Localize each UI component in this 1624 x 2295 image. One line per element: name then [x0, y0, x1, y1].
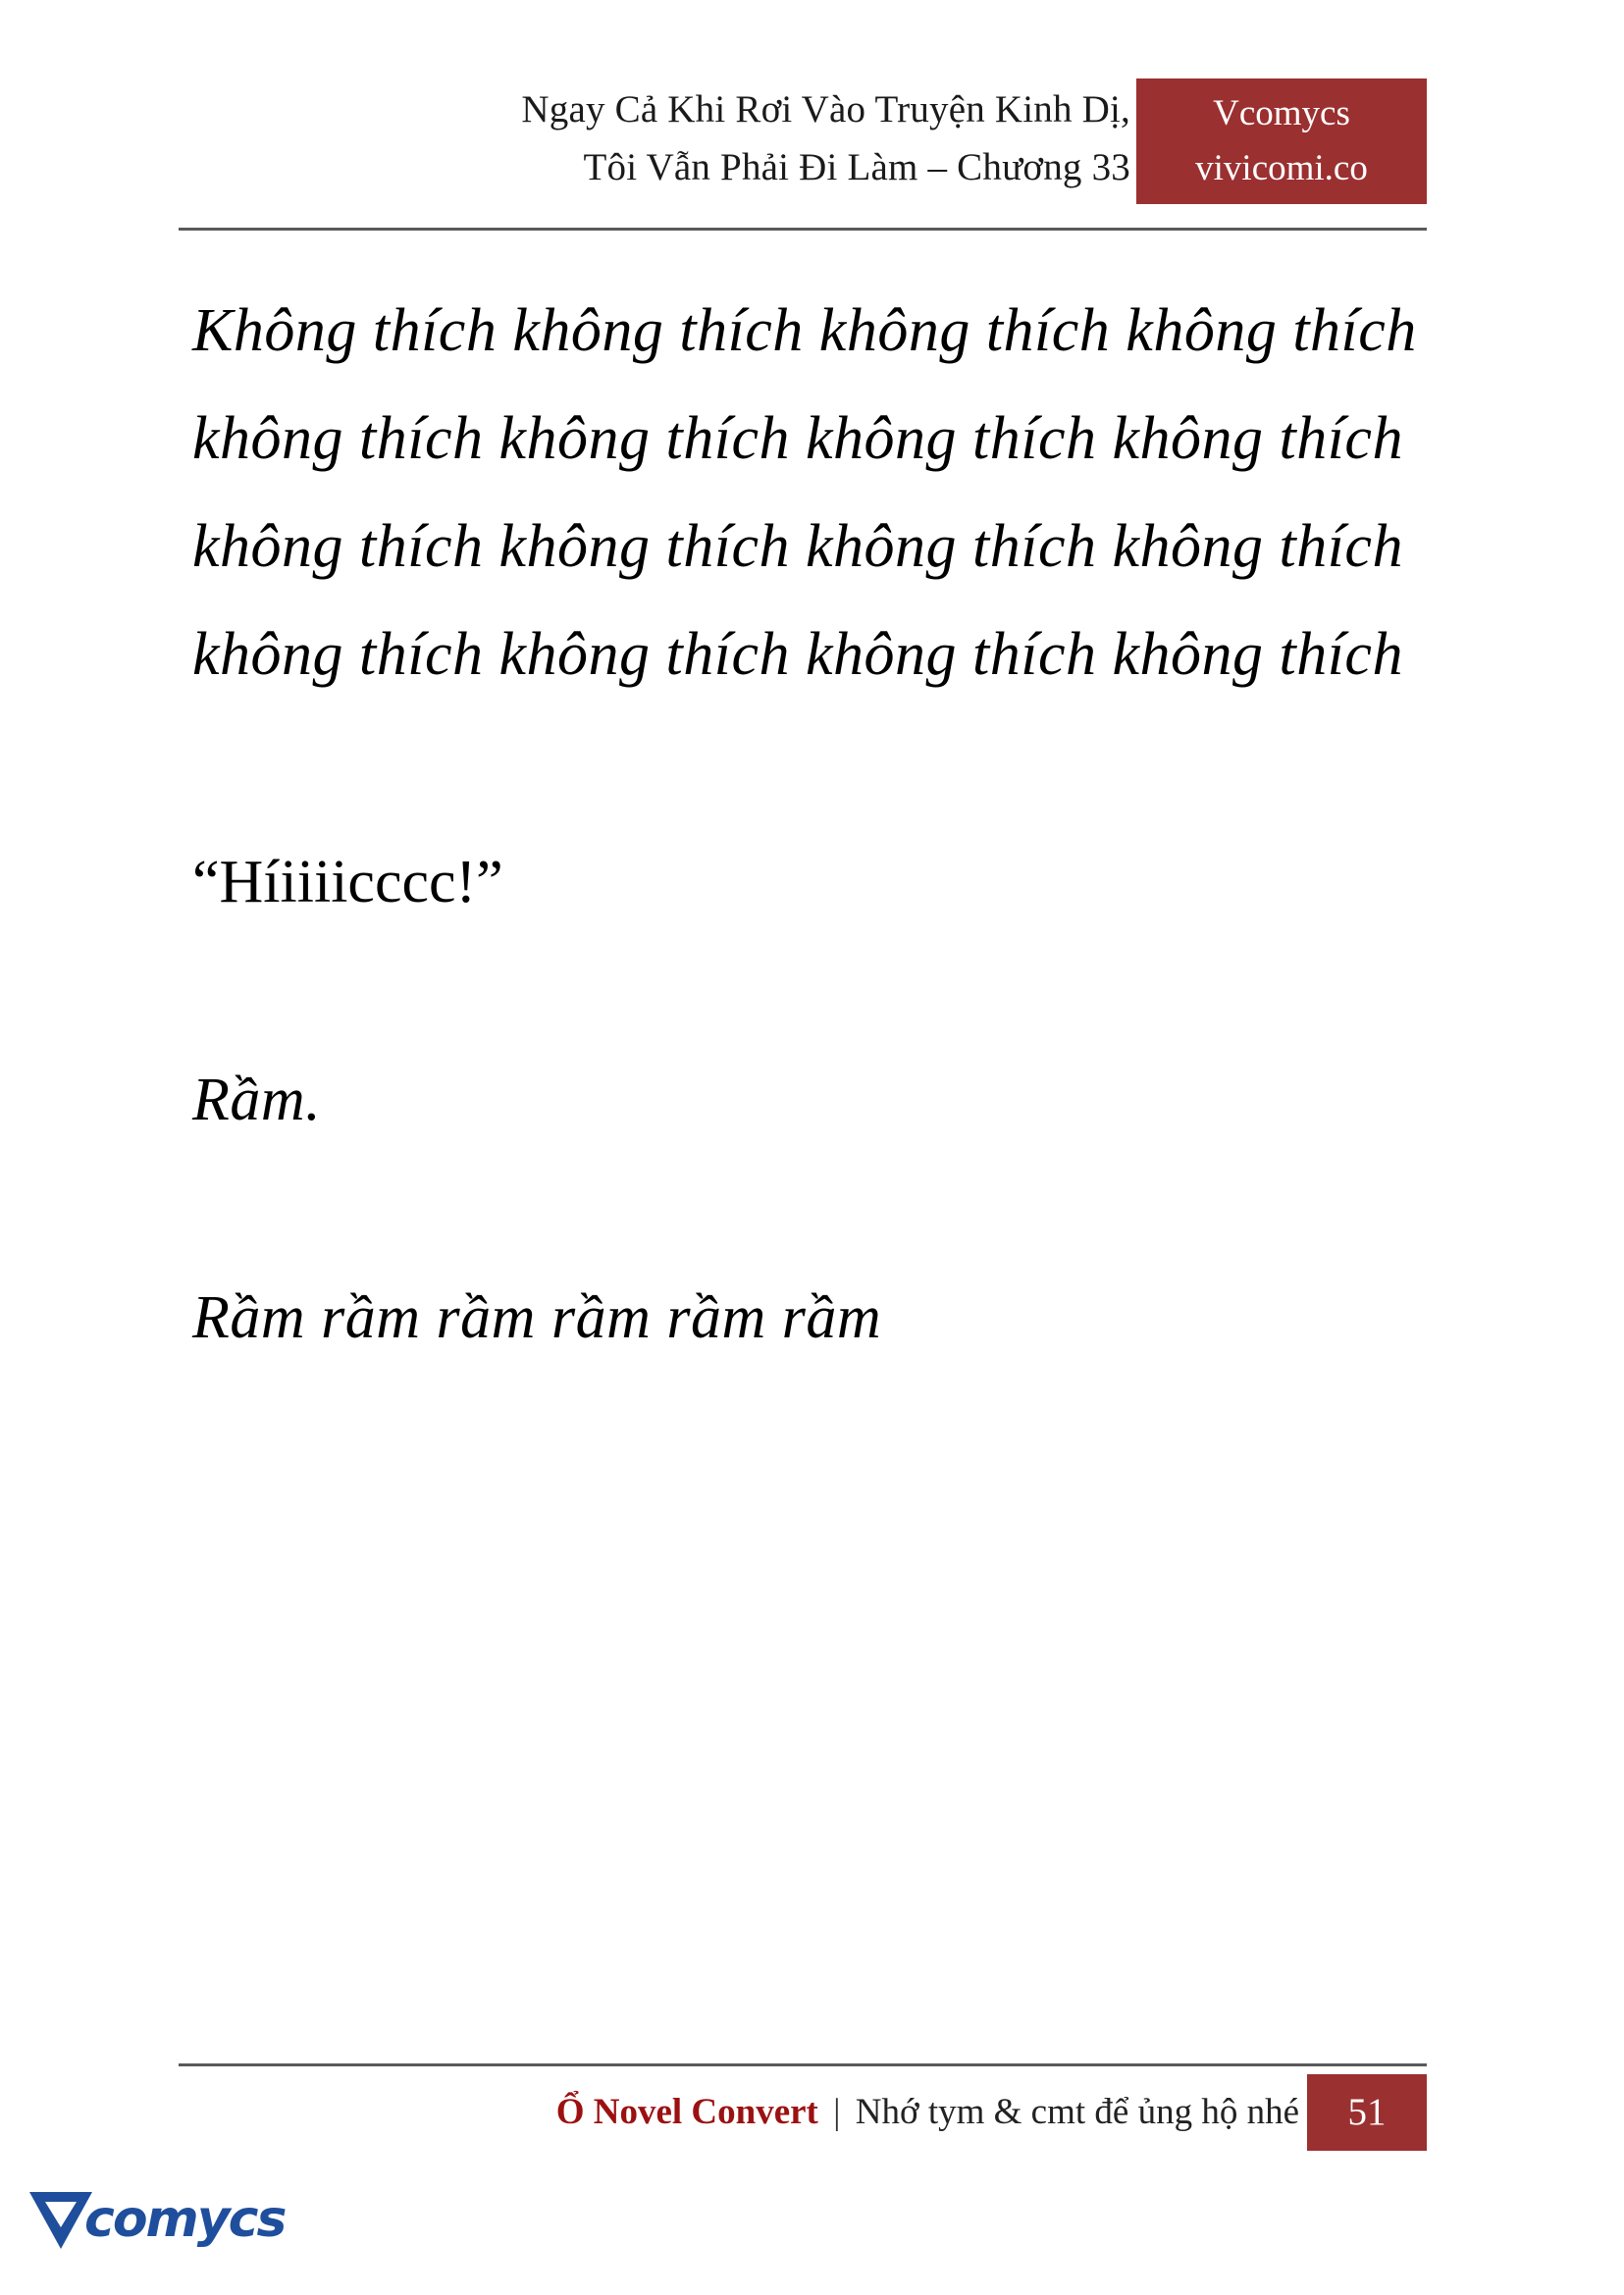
header-divider	[179, 228, 1427, 231]
footer-separator: |	[833, 2092, 841, 2132]
paragraph-scream: “Híiiiicccc!”	[192, 849, 503, 915]
paragraph-crashes: Rầm rầm rầm rầm rầm rầm	[192, 1284, 882, 1351]
triangle-icon	[29, 2192, 92, 2249]
footer-note: Nhớ tym & cmt để ủng hộ nhé	[855, 2092, 1299, 2132]
site-badge-url: vivicomi.co	[1195, 148, 1368, 188]
watermark-label: comycs	[84, 2190, 286, 2249]
page-footer	[179, 2078, 1427, 2147]
header-title-line-1: Ngay Cả Khi Rơi Vào Truyện Kinh Dị,	[521, 88, 1130, 130]
footer-divider	[179, 2063, 1427, 2066]
paragraph-crash: Rầm.	[192, 1067, 322, 1133]
page-content	[192, 277, 1439, 1466]
footer-brand: Ổ Novel Convert	[555, 2092, 818, 2132]
paragraph-chant: Không thích không thích không thích không thích không thích không thích không thích không thích không thích không thích không thích không thích không thích không thích không thích không thích	[192, 297, 1417, 688]
vcomycs-watermark-logo	[29, 2184, 286, 2272]
triangle-inner-icon	[45, 2202, 77, 2227]
site-badge	[1136, 78, 1427, 204]
page-number: 51	[1307, 2074, 1427, 2151]
header-title	[326, 80, 1130, 196]
header-title-line-2: Tôi Vẫn Phải Đi Làm – Chương 33	[583, 146, 1130, 188]
footer-credit	[556, 2078, 1299, 2147]
page-header	[179, 80, 1427, 208]
site-badge-name: Vcomycs	[1213, 93, 1350, 133]
